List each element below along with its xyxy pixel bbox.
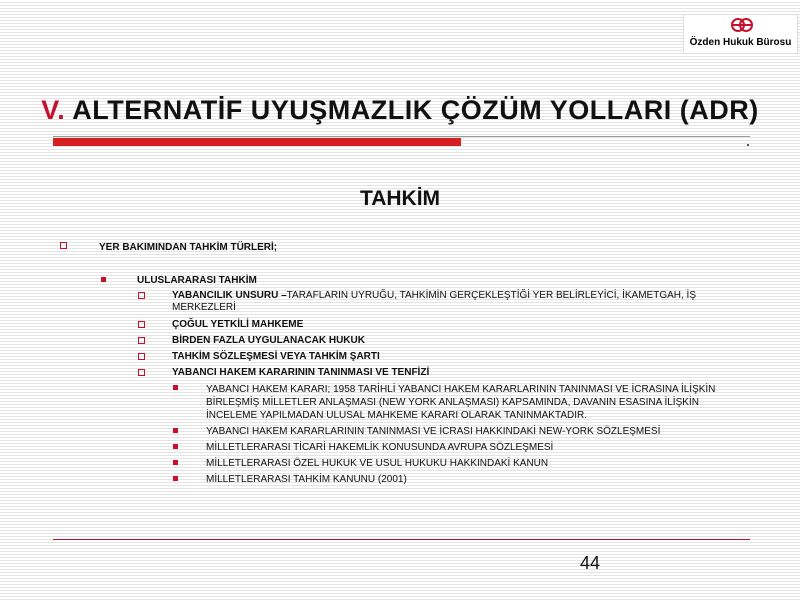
divider-dot [747, 144, 749, 146]
logo-name: Özden Hukuk Bürosu [689, 37, 792, 48]
solid-square-bullet-icon [173, 460, 178, 465]
item-rest: TARAFLARIN UYRUĞU, TAHKİMİN GERÇEKLEŞTİĞİ YER BELİRLEYİCİ, İKAMETGAH, İŞ MERKEZLERİ [172, 290, 697, 313]
list-item-level2: ULUSLARARASI TAHKİM [101, 275, 751, 287]
list-item-level4: MİLLETLERARASI TAHKİM KANUNU (2001) [173, 474, 738, 486]
list-item-level4: YABANCI HAKEM KARARLARININ TANINMASI VE İCRASI HAKKINDAKİ NEW-YORK SÖZLEŞMESİ [173, 426, 738, 438]
list-item-level3 [138, 290, 738, 314]
solid-square-bullet-icon [173, 385, 178, 390]
title-accent-bar [53, 138, 461, 146]
hollow-square-bullet-icon [60, 242, 67, 249]
list-item-level3: TAHKİM SÖZLEŞMESİ VEYA TAHKİM ŞARTI [138, 351, 738, 363]
list-item-level1: YER BAKIMINDAN TAHKİM TÜRLERİ; [60, 242, 760, 254]
item-lead: YABANCILIK UNSURU – [172, 290, 287, 301]
hollow-square-bullet-icon [138, 321, 145, 328]
solid-square-bullet-icon [173, 476, 178, 481]
footer-divider [53, 539, 750, 540]
list-item-level4: MİLLETLERARASI ÖZEL HUKUK VE USUL HUKUKU HAKKINDAKİ KANUN [173, 458, 738, 470]
solid-square-bullet-icon [101, 277, 106, 282]
list-item-level3: ÇOĞUL YETKİLİ MAHKEME [138, 319, 738, 331]
list-item-level4: MİLLETLERARASI TİCARİ HAKEMLİK KONUSUNDA AVRUPA SÖZLEŞMESİ [173, 442, 738, 454]
hollow-square-bullet-icon [138, 369, 145, 376]
hollow-square-bullet-icon [138, 337, 145, 344]
list-item-level4: YABANCI HAKEM KARARI; 1958 TARİHLİ YABANCI HAKEM KARARLARININ TANINMASI VE İCRASINA İLİŞKİN BİRLEŞMİŞ MİLLETLER ANLAŞMASI (NEW YORK ANLAŞMASI) KAPSAMINDA, DAVANIN ESASINA İLİŞKİN İNCELEME YAPILMADAN ULUSAL MAHKEME KARARI OLARAK TANINMAKTADIR. [173, 383, 738, 422]
title-text: ALTERNATİF UYUŞMAZLIK ÇÖZÜM YOLLARI (ADR) [72, 95, 759, 125]
solid-square-bullet-icon [173, 428, 178, 433]
list-item-level3: BİRDEN FAZLA UYGULANACAK HUKUK [138, 335, 738, 347]
hollow-square-bullet-icon [138, 292, 145, 299]
page-number: 44 [580, 553, 601, 573]
law-firm-logo [683, 14, 798, 54]
hollow-square-bullet-icon [138, 353, 145, 360]
slide-title [0, 95, 800, 126]
slide-subtitle: TAHKİM [359, 187, 441, 210]
list-item-level3: YABANCI HAKEM KARARININ TANINMASI VE TENFİZİ [138, 367, 738, 379]
logo-rings-icon [730, 17, 754, 33]
title-number: V. [41, 95, 66, 125]
title-divider [53, 136, 750, 137]
solid-square-bullet-icon [173, 444, 178, 449]
